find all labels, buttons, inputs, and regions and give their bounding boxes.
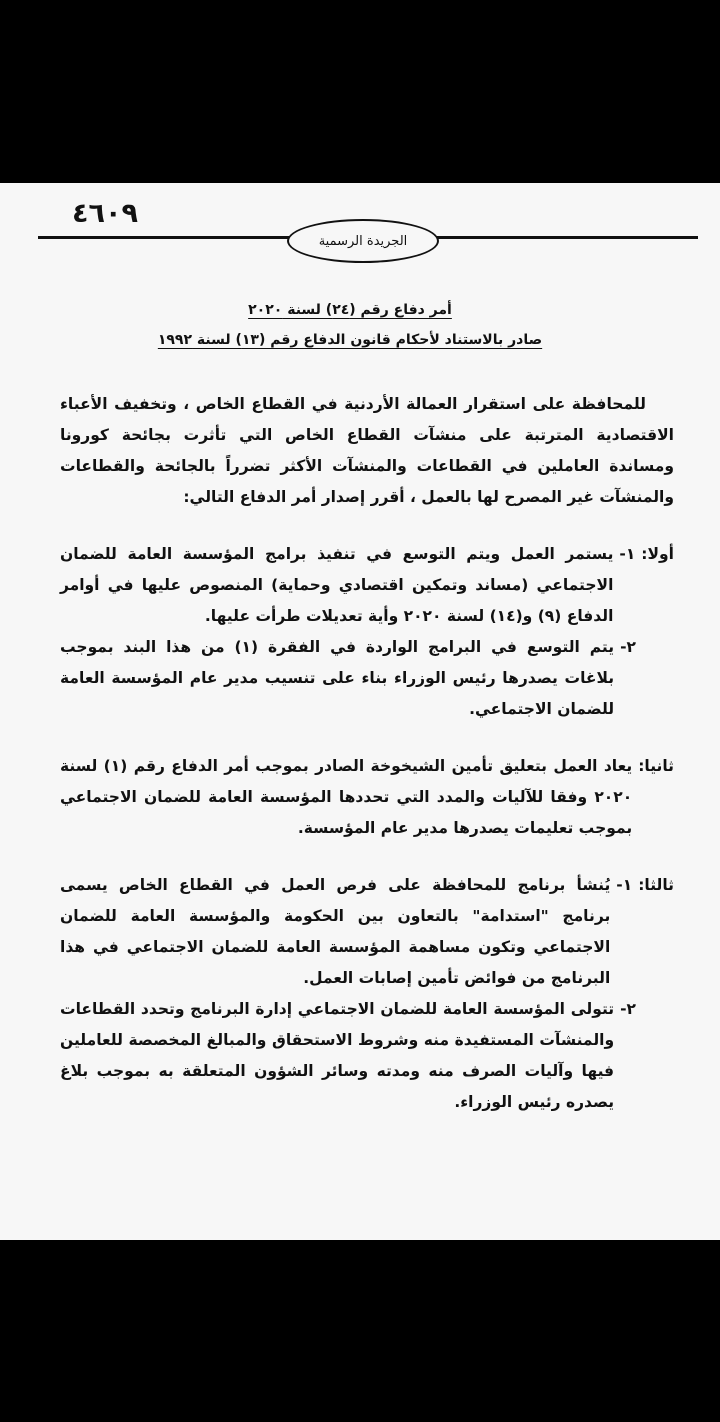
intro-paragraph: للمحافظة على استقرار العمالة الأردنية في القطاع الخاص ، وتخفيف الأعباء الاقتصادية المترتبة على منشآت القطاع الخاص التي تأثرت بجائحة كورونا ومساندة العاملين في القطاعات والمنشآت الأكثر تضرراً بالجائحة والقطاعات والمنشآت غير المصرح لها بالعمل ، أقرر إصدار أمر الدفاع التالي: — [60, 395, 674, 506]
list-item — [60, 870, 632, 994]
item-number: ١- — [616, 876, 633, 894]
item-number: ١- — [619, 545, 636, 563]
list-item — [60, 994, 674, 1118]
list-item — [60, 539, 635, 632]
item-text: تتولى المؤسسة العامة للضمان الاجتماعي إدارة البرنامج وتحدد القطاعات والمنشآت المستفيدة منه وشروط الاستحقاق والمبالغ المخصصة للعاملين فيها وآليات الصرف منه ومدته وسائر الشؤون المتعلقة به بموجب بلاغ يصدره رئيس الوزراء. — [60, 1000, 615, 1111]
section-second — [60, 751, 674, 844]
order-body — [60, 389, 674, 1118]
section-third-label: ثالثا: — [638, 876, 674, 894]
item-text: يُنشأ برنامج للمحافظة على فرص العمل في القطاع الخاص يسمى برنامج "استدامة" بالتعاون بين الحكومة والمؤسسة العامة للضمان الاجتماعي وتكون مساهمة المؤسسة العامة للضمان الاجتماعي في هذا البرنامج من فوائض تأمين إصابات العمل. — [60, 876, 611, 987]
item-number: ٢- — [620, 638, 636, 656]
section-third-items — [60, 870, 632, 994]
title-line-2: صادر بالاستناد لأحكام قانون الدفاع رقم (١٣) لسنة ١٩٩٢ — [157, 332, 543, 348]
masthead-oval — [287, 219, 439, 263]
section-second-text: يعاد العمل بتعليق تأمين الشيخوخة الصادر بموجب أمر الدفاع رقم (١) لسنة ٢٠٢٠ وفقا للآليات والمدد التي تحددها المؤسسة العامة للضمان الاجتماعي بموجب تعليمات يصدرها مدير عام المؤسسة. — [60, 757, 633, 837]
section-first-items — [60, 539, 635, 632]
list-item — [60, 632, 674, 725]
bottom-black-bar — [0, 1240, 720, 1422]
top-black-bar — [0, 0, 720, 183]
masthead-label: الجريدة الرسمية — [318, 233, 408, 249]
page-number: ٤٦٠٩ — [72, 198, 138, 229]
item-number: ٢- — [620, 1000, 636, 1018]
indent-spacer — [636, 632, 674, 725]
section-second-label: ثانيا: — [638, 757, 674, 775]
order-title — [150, 295, 550, 355]
item-text: يتم التوسع في البرامج الواردة في الفقرة (١) من هذا البند بموجب بلاغات يصدرها رئيس الوزراء بناء على تنسيب مدير عام المؤسسة العامة للضمان الاجتماعي. — [60, 638, 615, 718]
item-text: يستمر العمل ويتم التوسع في تنفيذ برامج المؤسسة العامة للضمان الاجتماعي (مساند وتمكين اقتصادي وحماية) المنصوص عليها في أوامر الدفاع (٩) و(١٤) لسنة ٢٠٢٠ وأية تعديلات طرأت عليها. — [60, 545, 614, 625]
section-first-label: أولا: — [641, 545, 674, 563]
indent-spacer — [636, 994, 674, 1118]
section-third — [60, 870, 674, 994]
gazette-page — [0, 183, 720, 1240]
title-line-1: أمر دفاع رقم (٢٤) لسنة ٢٠٢٠ — [248, 302, 452, 318]
section-first — [60, 539, 674, 632]
